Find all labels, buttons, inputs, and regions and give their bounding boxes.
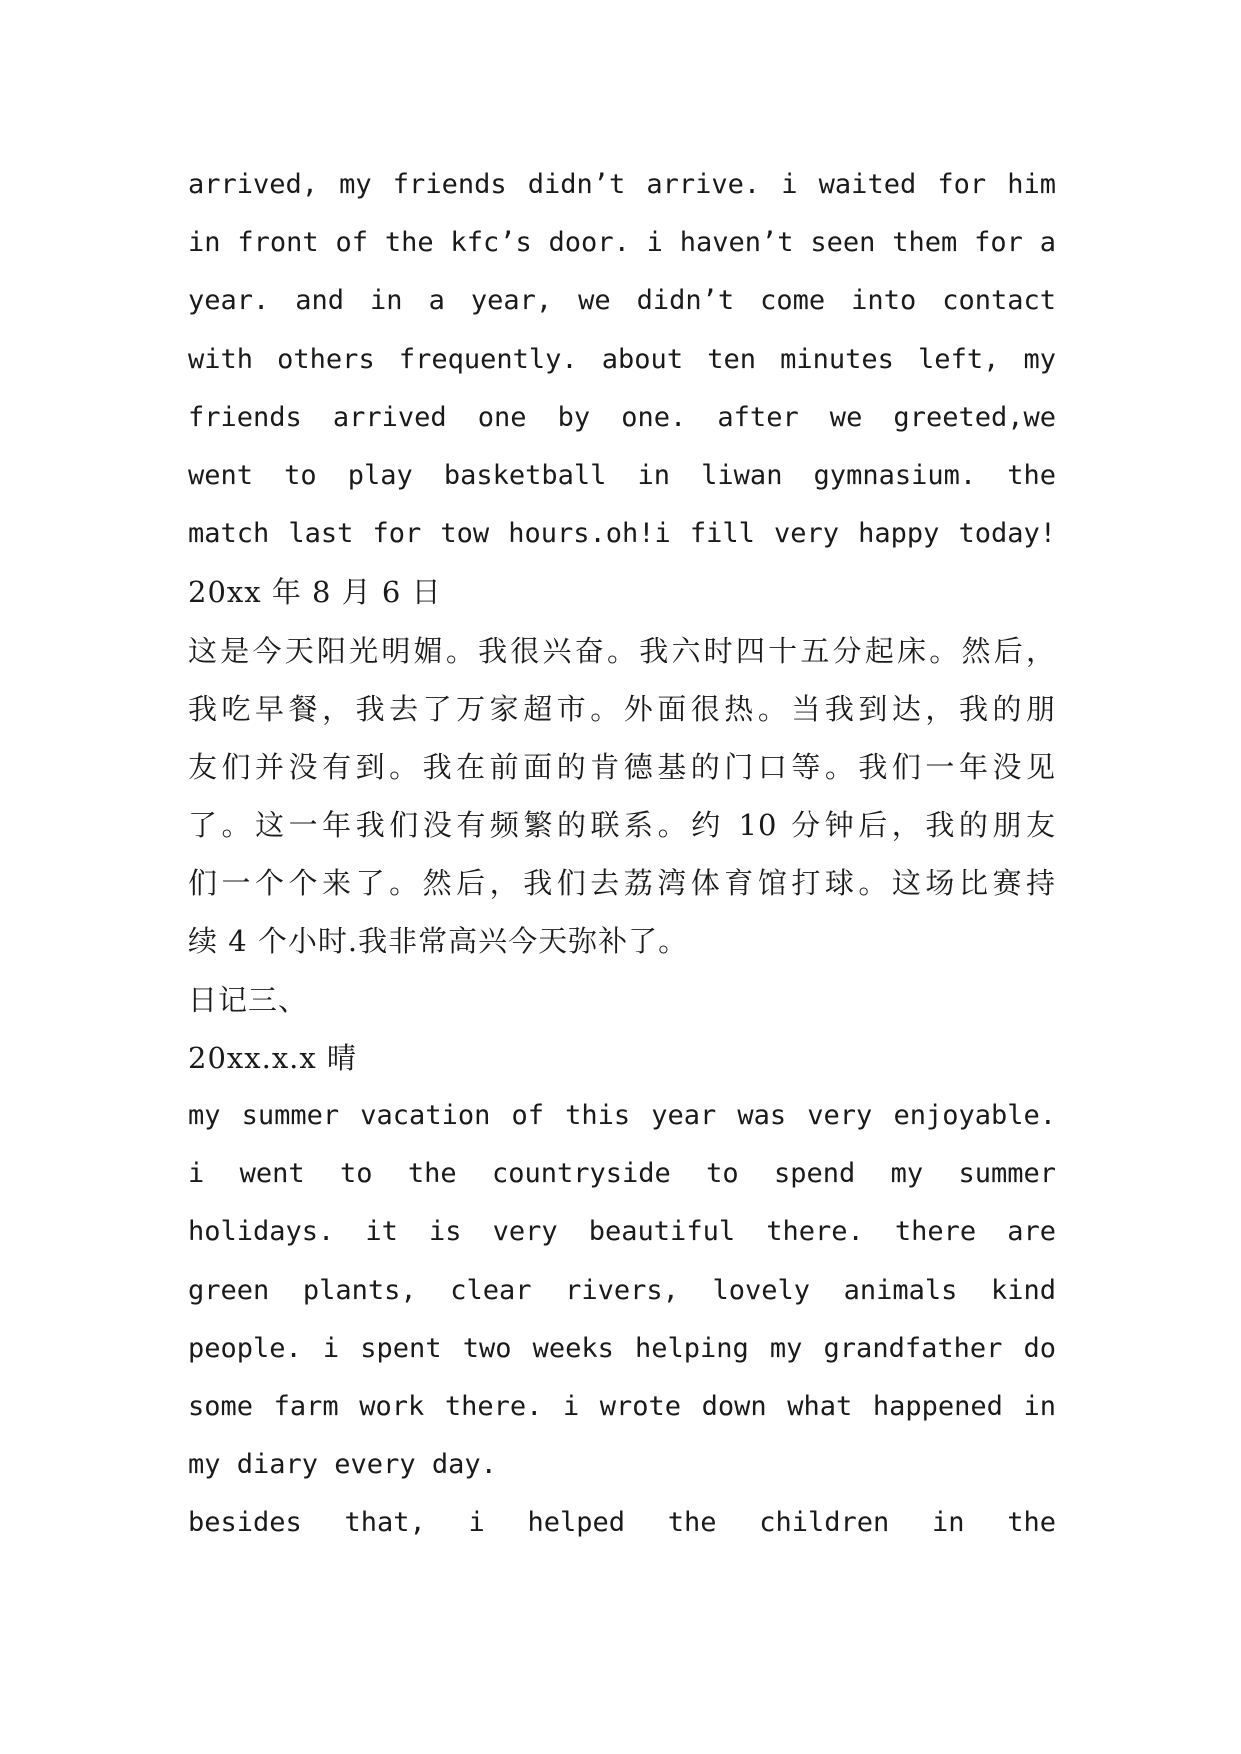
text-line: 了。这一年我们没有频繁的联系。约 10 分钟后，我的朋友 bbox=[188, 808, 1056, 843]
text-line: besides that, i helped the children in the bbox=[188, 1507, 1056, 1539]
text-line: match last for tow hours.oh!i fill very happy today! bbox=[188, 518, 1056, 550]
text-line: in front of the kfc’s door. i haven’t seen them for a bbox=[188, 227, 1056, 259]
text-line: with others frequently. about ten minutes left, my bbox=[188, 343, 1056, 375]
text-line: 日记三、 bbox=[188, 982, 309, 1017]
text-line: i went to the countryside to spend my summer bbox=[188, 1158, 1056, 1190]
text-line: went to play basketball in liwan gymnasium. the bbox=[188, 459, 1056, 491]
text-line: green plants, clear rivers, lovely animals kind bbox=[188, 1274, 1056, 1306]
text-line: 续 4 个小时.我非常高兴今天弥补了。 bbox=[188, 924, 689, 959]
text-line: 20xx.x.x 晴 bbox=[188, 1040, 357, 1075]
text-line: 们一个个来了。然后，我们去荔湾体育馆打球。这场比赛持 bbox=[188, 866, 1056, 901]
text-line: holidays. it is very beautiful there. there are bbox=[188, 1216, 1056, 1248]
text-line: 友们并没有到。我在前面的肯德基的门口等。我们一年没见 bbox=[188, 749, 1056, 784]
text-line: year. and in a year, we didn’t come into contact bbox=[188, 285, 1056, 317]
diary-text-body bbox=[188, 156, 1056, 1553]
text-line: arrived, my friends didn’t arrive. i waited for him bbox=[188, 169, 1056, 200]
text-line: people. i spent two weeks helping my grandfather do bbox=[188, 1332, 1056, 1364]
text-line: 20xx 年 8 月 6 日 bbox=[188, 575, 442, 610]
text-line: my diary every day. bbox=[188, 1449, 497, 1481]
text-line: 我吃早餐，我去了万家超市。外面很热。当我到达，我的朋 bbox=[188, 691, 1056, 726]
text-line: my summer vacation of this year was very enjoyable. bbox=[188, 1100, 1056, 1131]
text-line: 这是今天阳光明媚。我很兴奋。我六时四十五分起床。然后， bbox=[188, 633, 1056, 668]
text-line: friends arrived one by one. after we greeted,we bbox=[188, 401, 1056, 433]
text-line: some farm work there. i wrote down what happened in bbox=[188, 1390, 1056, 1422]
